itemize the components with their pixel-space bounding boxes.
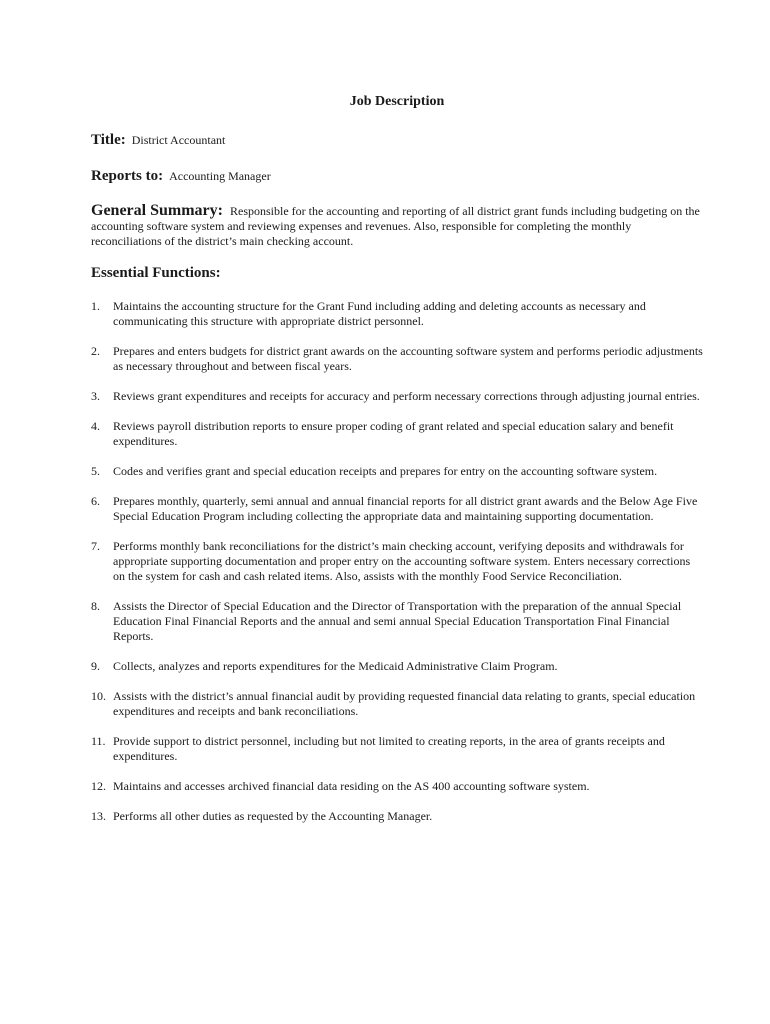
list-item: [91, 734, 703, 764]
list-item: [91, 389, 703, 404]
list-item-number: 6.: [91, 494, 100, 508]
reports-to-value: Accounting Manager: [169, 169, 271, 183]
list-item-number: 3.: [91, 389, 100, 403]
list-item-number: 2.: [91, 344, 100, 358]
list-item-number: 12.: [91, 779, 106, 793]
list-item: [91, 494, 703, 524]
list-item-number: 9.: [91, 659, 100, 673]
title-value: District Accountant: [131, 133, 226, 147]
list-item-text: Provide support to district personnel, including but not limited to creating reports, in the area of grants receipts and expenditures.: [113, 734, 665, 763]
list-item-text: Performs monthly bank reconciliations for the district’s main checking account, verifying deposits and withdrawals for appropriate supporting documentation and proper entry on the accounting software system. Enters necessary corrections on the system for cash and cash related items. Also, assists with the monthly Food Service Reconciliation.: [113, 539, 691, 583]
list-item: [91, 599, 703, 644]
list-item: [91, 299, 703, 329]
list-item-text: Prepares and enters budgets for district grant awards on the accounting software system and performs periodic adjustments as necessary throughout and between fiscal years.: [113, 344, 703, 373]
list-item-text: Assists the Director of Special Education and the Director of Transportation with the preparation of the annual Special Education Final Financial Reports and the annual and semi annual Special Education Transportation Final Financial Reports.: [113, 599, 682, 643]
list-item-text: Codes and verifies grant and special education receipts and prepares for entry on the accounting software system.: [113, 464, 658, 478]
list-item-number: 1.: [91, 299, 100, 313]
essential-functions-list: [91, 299, 703, 839]
essential-functions-heading: Essential Functions:: [91, 265, 221, 281]
list-item-text: Maintains and accesses archived financial data residing on the AS 400 accounting software system.: [113, 779, 590, 793]
list-item-number: 10.: [91, 689, 106, 703]
list-item: [91, 539, 703, 584]
document-heading: Job Description: [349, 94, 445, 109]
list-item: [91, 809, 703, 824]
list-item: [91, 464, 703, 479]
list-item: [91, 344, 703, 374]
list-item-text: Assists with the district’s annual financial audit by providing requested financial data relating to grants, special education expenditures and receipts and bank reconciliations.: [113, 689, 696, 718]
list-item-text: Performs all other duties as requested by the Accounting Manager.: [113, 809, 433, 823]
list-item-number: 8.: [91, 599, 100, 613]
list-item: [91, 779, 703, 794]
list-item-number: 11.: [91, 734, 106, 748]
title-label: Title:: [91, 132, 126, 148]
reports-to-field: [91, 167, 271, 185]
list-item: [91, 659, 703, 674]
list-item: [91, 689, 703, 719]
general-summary: [91, 203, 703, 249]
list-item-text: Reviews grant expenditures and receipts for accuracy and perform necessary corrections through adjusting journal entries.: [113, 389, 700, 403]
list-item-text: Prepares monthly, quarterly, semi annual and annual financial reports for all district grant awards and the Below Age Five Special Education Program including collecting the appropriate data and maintaining supporting documentation.: [113, 494, 698, 523]
list-item-text: Collects, analyzes and reports expenditures for the Medicaid Administrative Claim Program.: [113, 659, 558, 673]
list-item-number: 4.: [91, 419, 100, 433]
list-item-number: 5.: [91, 464, 100, 478]
list-item-text: Reviews payroll distribution reports to ensure proper coding of grant related and special education salary and benefit expenditures.: [113, 419, 674, 448]
general-summary-text: Responsible for the accounting and reporting of all district grant funds including budgeting on the accounting software system and reviewing expenses and revenues. Also, responsible for completing the monthly reconciliations of the district’s main checking account.: [91, 204, 700, 248]
title-field: [91, 131, 225, 149]
list-item-text: Maintains the accounting structure for the Grant Fund including adding and deleting accounts as necessary and communicating this structure with appropriate district personnel.: [113, 299, 646, 328]
list-item-number: 7.: [91, 539, 100, 553]
list-item-number: 13.: [91, 809, 106, 823]
reports-to-label: Reports to:: [91, 168, 164, 184]
general-summary-label: General Summary:: [91, 202, 223, 219]
list-item: [91, 419, 703, 449]
